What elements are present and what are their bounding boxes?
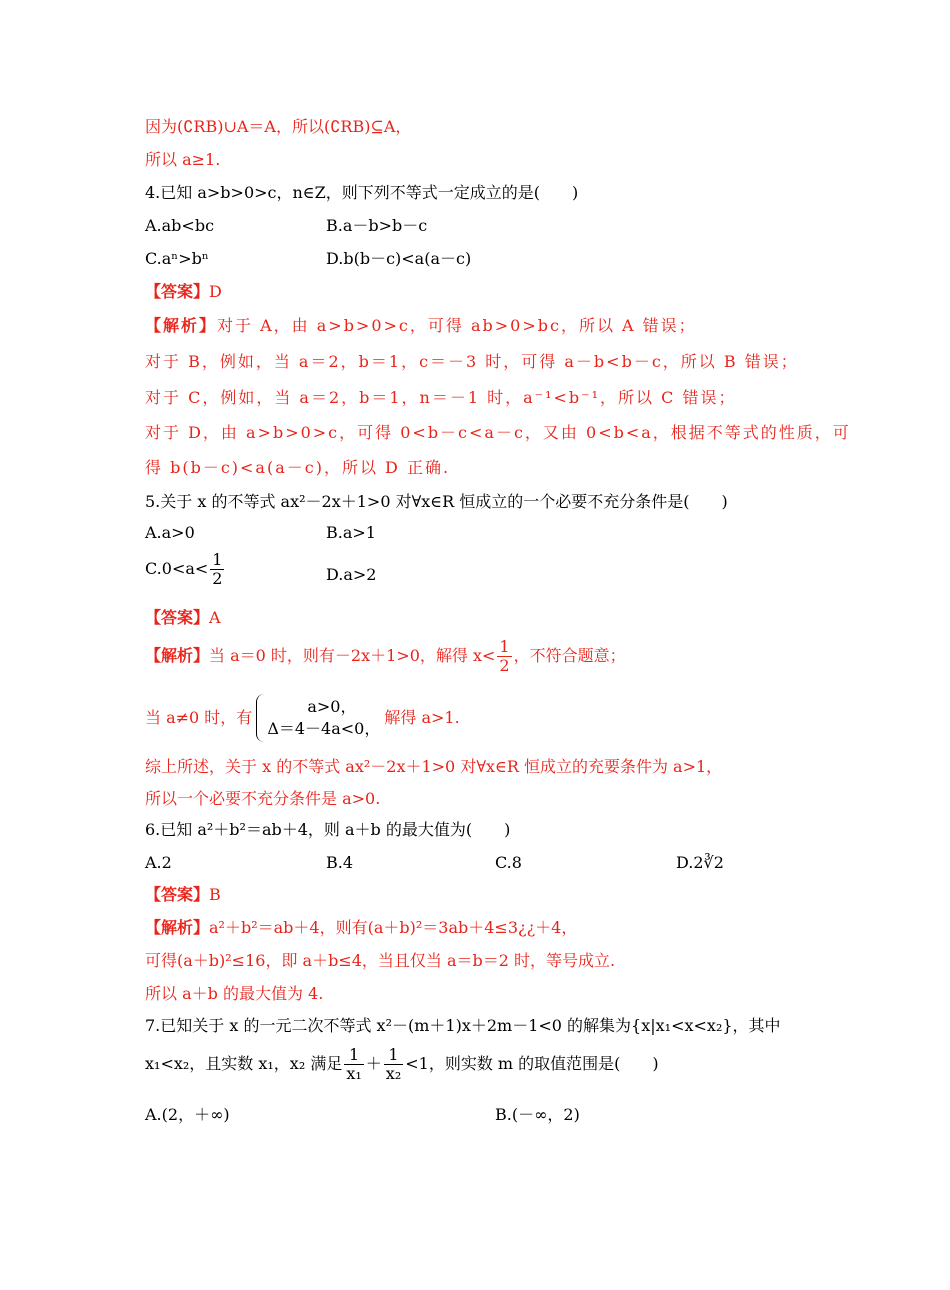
- question-text: ＋: [365, 1054, 382, 1073]
- fraction-denominator: 2: [212, 569, 223, 588]
- explanation-tag: 【解析】: [145, 918, 210, 937]
- fraction-numerator: 1: [384, 1046, 403, 1065]
- option-b: B.a－b>b－c: [326, 216, 428, 235]
- explanation-text: 当 a≠0 时，有: [145, 708, 253, 727]
- question-7-continued: [145, 1046, 659, 1083]
- system-condition: Δ＝4－4a<0，: [267, 719, 381, 738]
- explanation-line: [145, 638, 626, 675]
- fraction-numerator: 1: [212, 550, 223, 569]
- option-c: C.aⁿ>bⁿ: [145, 249, 209, 268]
- option-a: A.2: [145, 853, 172, 872]
- explanation-line: 对于 B，例如，当 a＝2，b＝1，c＝－3 时，可得 a－b<b－c，所以 B 错误；: [145, 352, 799, 371]
- question-5: 5.关于 x 的不等式 ax²－2x＋1>0 对∀x∈R 恒成立的一个必要不充分条件是( ): [145, 492, 728, 511]
- explanation-tag: 【解析】: [145, 316, 218, 335]
- explanation-text: 当 a＝0 时，则有－2x＋1>0，解得 x<: [209, 646, 496, 665]
- fraction: [384, 1046, 403, 1083]
- option-b: B.4: [326, 853, 354, 872]
- explanation-line: [145, 694, 460, 742]
- option-d: D.b(b－c)<a(a－c): [326, 249, 472, 268]
- system-brace: [256, 694, 380, 742]
- answer-tag: 【答案】: [145, 885, 210, 904]
- explanation-text: 对于 A，由 a>b>0>c，可得 ab>0>bc，所以 A 错误；: [217, 316, 697, 335]
- fraction-numerator: 1: [344, 1046, 363, 1065]
- explanation-line: 对于 D，由 a>b>0>c，可得 0<b－c<a－c，又由 0<b<a，根据不等式的性质，可: [145, 423, 851, 442]
- system-condition: a>0，: [307, 697, 357, 716]
- explanation-line: 综上所述，关于 x 的不等式 ax²－2x＋1>0 对∀x∈R 恒成立的充要条件为 a>1，: [145, 757, 723, 776]
- option-b: B.(－∞，2): [495, 1105, 580, 1124]
- explanation-tag: 【解析】: [145, 646, 210, 665]
- fraction-numerator: 1: [499, 637, 510, 656]
- fraction-denominator: x₂: [385, 1064, 402, 1083]
- answer-tag: 【答案】: [145, 282, 210, 301]
- option-a: A.a>0: [145, 523, 195, 542]
- explanation-line: 所以 a＋b 的最大值为 4.: [145, 984, 324, 1003]
- option-a: A.ab<bc: [145, 216, 215, 235]
- answer-value: A: [209, 608, 221, 627]
- fraction: [210, 551, 224, 588]
- explanation-line: 得 b(b－c)<a(a－c)，所以 D 正确.: [145, 458, 451, 477]
- explanation-text: a²＋b²＝ab＋4，则有(a＋b)²＝3ab＋4≤3¿¿＋4，: [209, 918, 578, 937]
- answer-line: [145, 884, 221, 906]
- question-4: 4.已知 a>b>0>c，n∈Z，则下列不等式一定成立的是( ): [145, 183, 579, 202]
- answer-line: [145, 607, 221, 629]
- option-c-text: C.0<a<: [145, 559, 209, 578]
- option-d: D.2∛2: [676, 853, 724, 872]
- option-c: C.8: [495, 853, 522, 872]
- fraction: [344, 1046, 363, 1083]
- explanation-text: ，不符合题意；: [513, 646, 626, 665]
- text-line: 因为(∁RB)∪A＝A，所以(∁RB)⊆A，: [145, 117, 412, 136]
- explanation-text: 解得 a>1.: [384, 708, 460, 727]
- explanation-line: 可得(a＋b)²≤16，即 a＋b≤4，当且仅当 a＝b＝2 时，等号成立.: [145, 951, 616, 970]
- question-7: 7.已知关于 x 的一元二次不等式 x²－(m＋1)x＋2m－1<0 的解集为{x|x₁<x<x₂}，其中: [145, 1016, 781, 1035]
- option-d: D.a>2: [326, 565, 377, 584]
- option-a: A.(2，＋∞): [145, 1105, 230, 1124]
- question-6: 6.已知 a²＋b²＝ab＋4，则 a＋b 的最大值为( ): [145, 820, 511, 839]
- question-text: x₁<x₂，且实数 x₁，x₂ 满足: [145, 1054, 343, 1073]
- question-text: <1，则实数 m 的取值范围是( ): [405, 1054, 659, 1073]
- explanation-line: 所以一个必要不充分条件是 a>0.: [145, 789, 381, 808]
- fraction-denominator: x₁: [346, 1064, 362, 1083]
- fraction-denominator: 2: [499, 656, 510, 675]
- answer-value: B: [209, 885, 221, 904]
- text-line: 所以 a≥1.: [145, 150, 221, 169]
- explanation-line: 对于 C，例如，当 a＝2，b＝1，n＝－1 时，a⁻¹<b⁻¹，所以 C 错误；: [145, 388, 737, 407]
- fraction: [497, 638, 511, 675]
- option-c: [145, 551, 226, 588]
- explanation-line: [145, 315, 697, 337]
- explanation-line: [145, 917, 577, 939]
- option-b: B.a>1: [326, 523, 376, 542]
- answer-tag: 【答案】: [145, 608, 210, 627]
- answer-value: D: [209, 282, 222, 301]
- answer-line: [145, 281, 222, 303]
